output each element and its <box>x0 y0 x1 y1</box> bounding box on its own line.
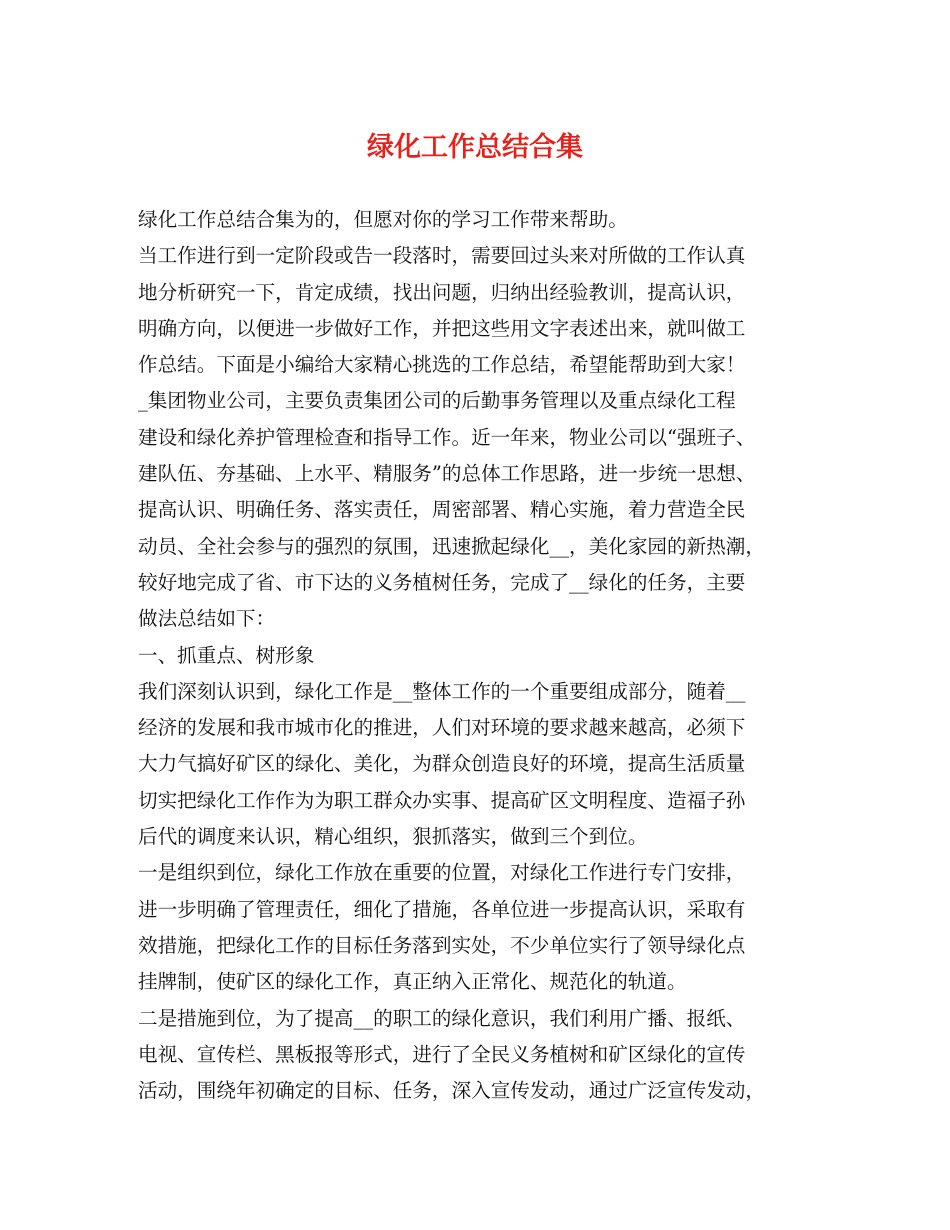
body-line: 经济的发展和我市城市化的推进，人们对环境的要求越来越高，必须下 <box>138 716 746 740</box>
body-line: 较好地完成了省、市下达的义务植树任务，完成了__绿化的任务，主要 <box>138 570 746 594</box>
body-line: 提高认识、明确任务、落实责任，周密部署、精心实施，着力营造全民 <box>138 498 746 522</box>
body-line: 后代的调度来认识，精心组织，狠抓落实，做到三个到位。 <box>138 825 648 849</box>
body-line: 明确方向，以便进一步做好工作，并把这些用文字表述出来，就叫做工 <box>138 316 746 340</box>
body-line: 当工作进行到一定阶段或告一段落时，需要回过头来对所做的工作认真 <box>138 244 746 268</box>
body-line: 二是措施到位，为了提高__的职工的绿化意识，我们利用广播、报纸、 <box>138 1006 746 1030</box>
body-line: 电视、宣传栏、黑板报等形式，进行了全民义务植树和矿区绿化的宣传 <box>138 1042 746 1066</box>
document-body <box>138 202 828 1109</box>
body-line: 活动，围绕年初确定的目标、任务，深入宣传发动，通过广泛宣传发动， <box>138 1079 765 1103</box>
body-line: 做法总结如下： <box>138 607 276 631</box>
body-line: 动员、全社会参与的强烈的氛围，迅速掀起绿化__，美化家园的新热潮， <box>138 534 765 558</box>
body-line: 进一步明确了管理责任，细化了措施，各单位进一步提高认识，采取有 <box>138 897 746 921</box>
body-line: 建队伍、夯基础、上水平、精服务”的总体工作思路，进一步统一思想、 <box>138 462 756 486</box>
body-line: _集团物业公司，主要负责集团公司的后勤事务管理以及重点绿化工程 <box>138 389 736 413</box>
body-line: 地分析研究一下，肯定成绩，找出问题，归纳出经验教训，提高认识， <box>138 280 746 304</box>
body-line: 挂牌制，使矿区的绿化工作，真正纳入正常化、规范化的轨道。 <box>138 970 687 994</box>
section-heading: 一、抓重点、树形象 <box>138 643 315 667</box>
body-line: 建设和绿化养护管理检查和指导工作。近一年来，物业公司以“强班子、 <box>138 425 756 449</box>
body-line: 大力气搞好矿区的绿化、美化，为群众创造良好的环境，提高生活质量 <box>138 752 746 776</box>
body-line: 效措施，把绿化工作的目标任务落到实处，不少单位实行了领导绿化点 <box>138 933 746 957</box>
document-title: 绿化工作总结合集 <box>367 132 583 163</box>
body-line: 作总结。下面是小编给大家精心挑选的工作总结，希望能帮助到大家！ <box>138 353 746 377</box>
body-line: 绿化工作总结合集为的，但愿对你的学习工作带来帮助。 <box>138 208 628 231</box>
body-line: 我们深刻认识到，绿化工作是__整体工作的一个重要组成部分，随着__ <box>138 679 746 703</box>
body-line: 切实把绿化工作作为为职工群众办实事、提高矿区文明程度、造福子孙 <box>138 788 746 812</box>
body-line: 一是组织到位，绿化工作放在重要的位置，对绿化工作进行专门安排， <box>138 861 746 885</box>
